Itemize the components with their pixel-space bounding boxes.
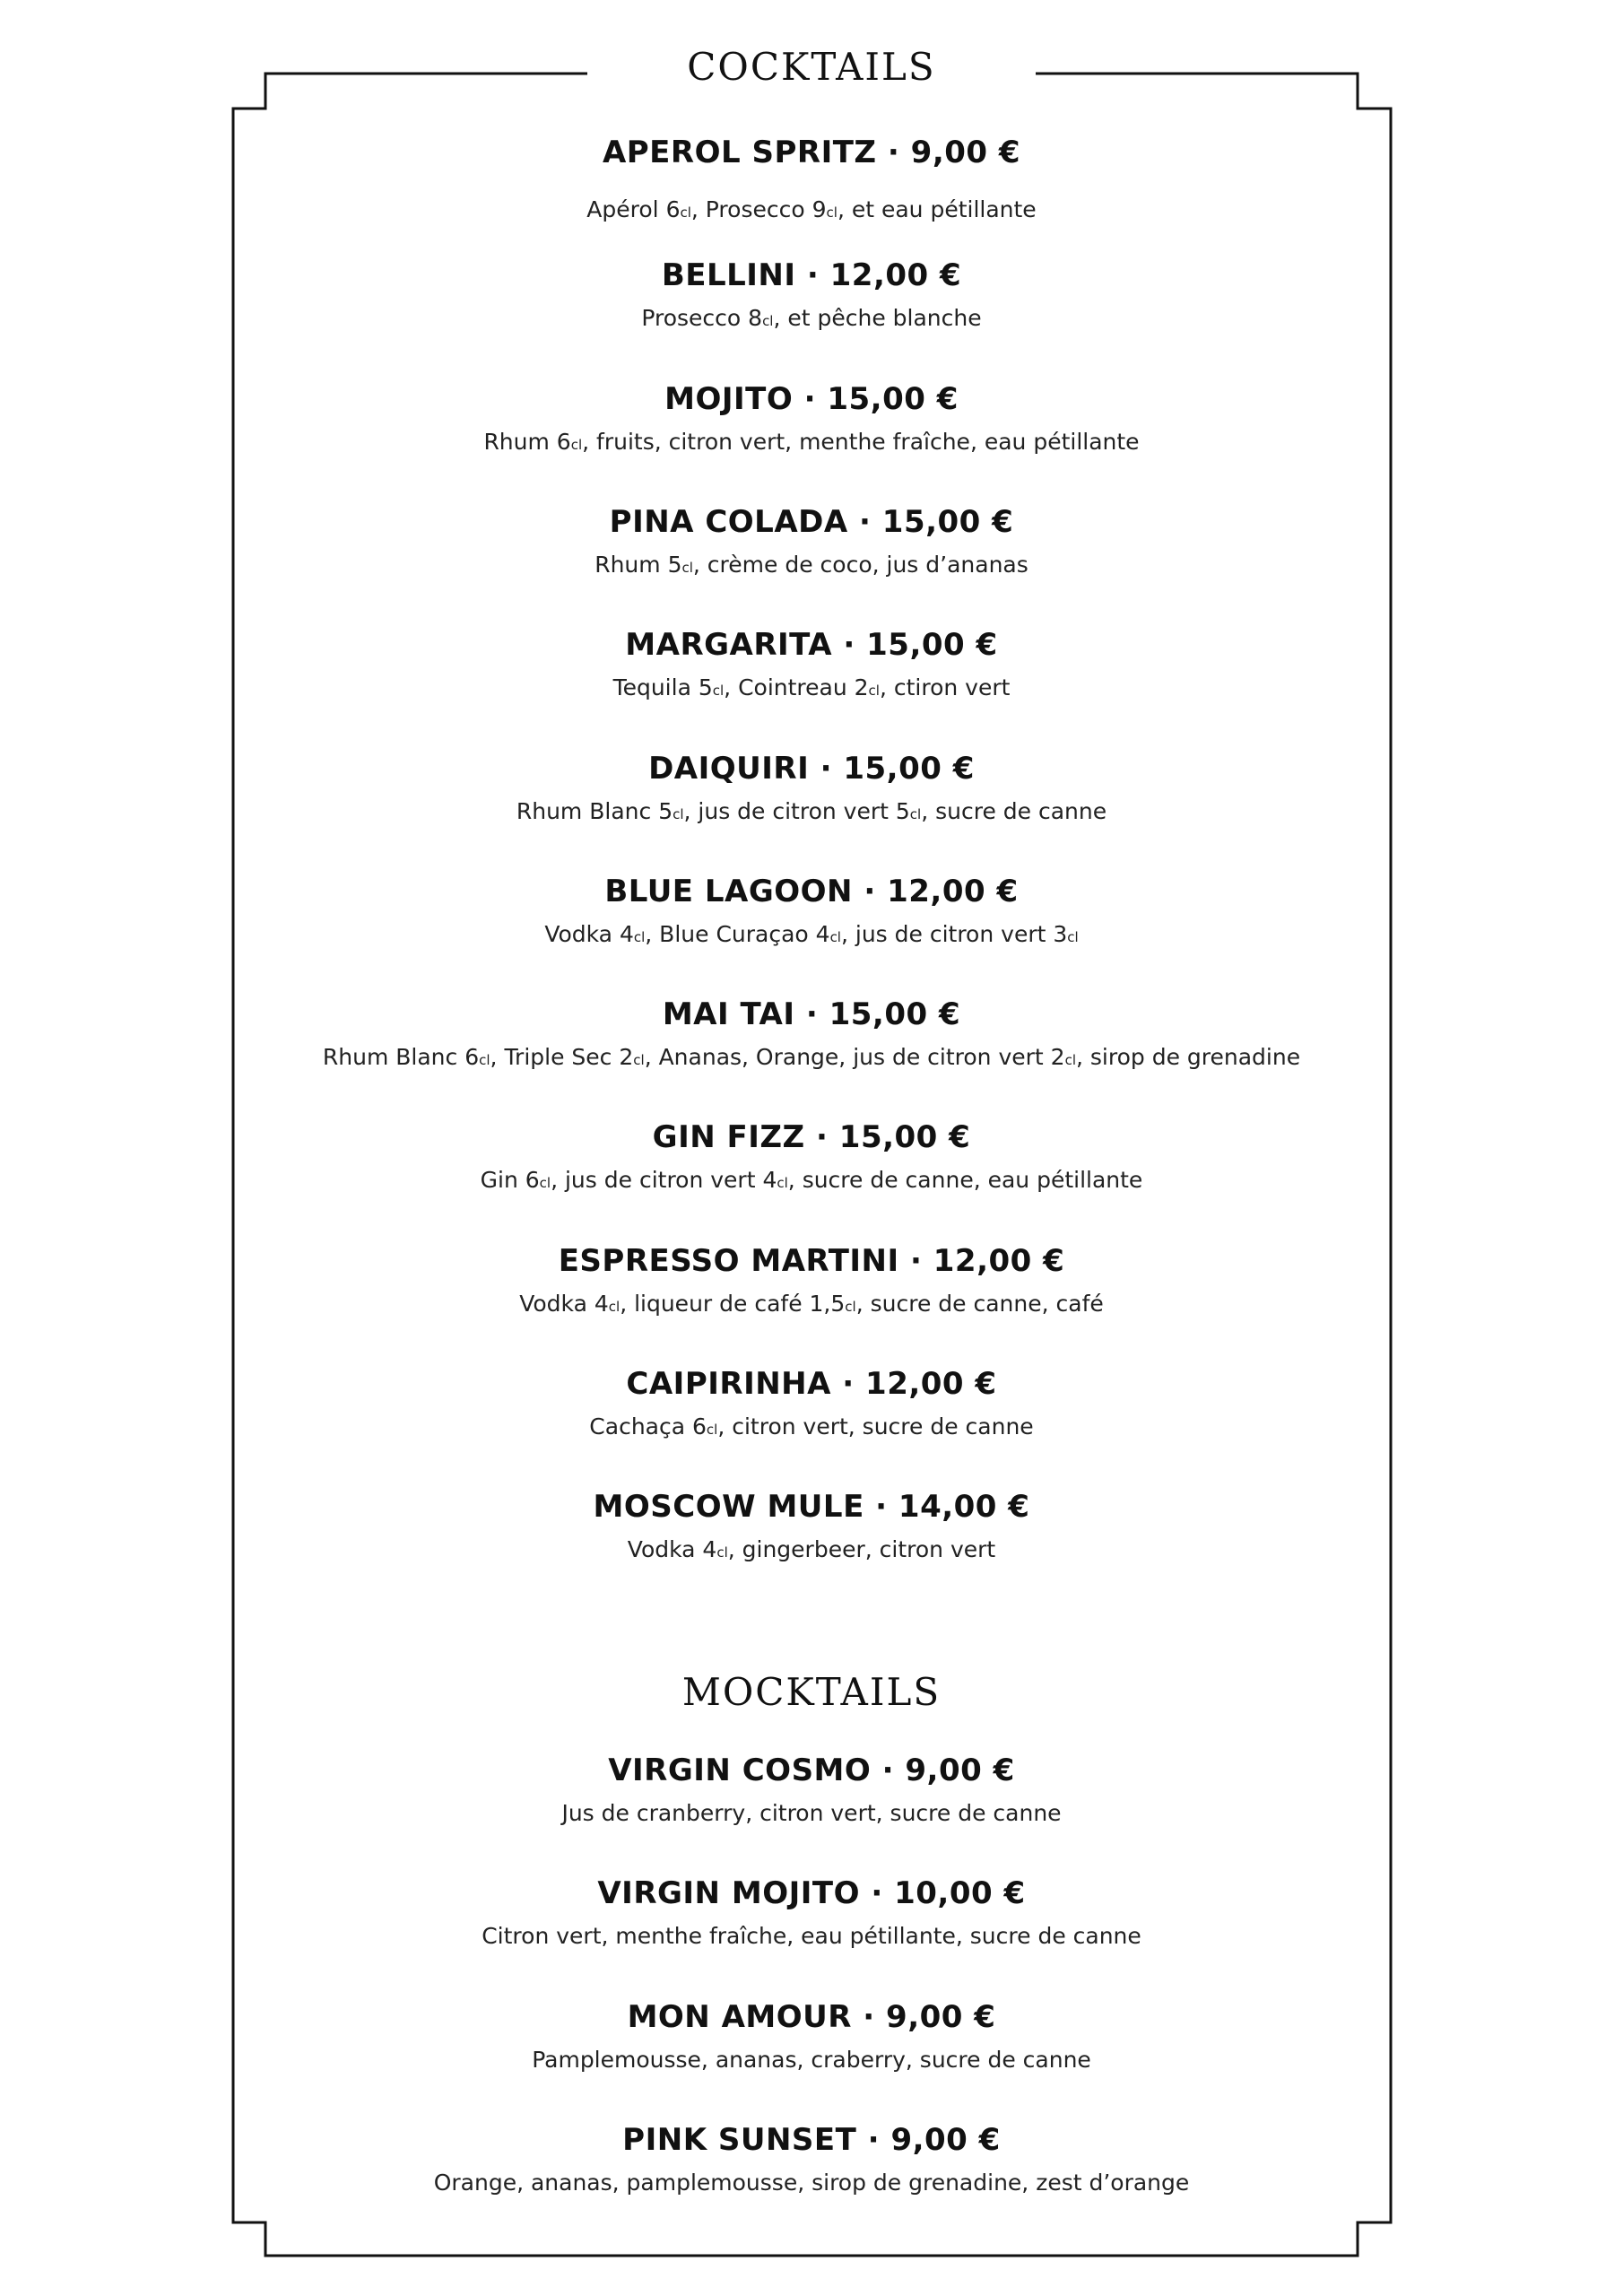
unit-cl: cl <box>706 1422 718 1438</box>
unit-cl: cl <box>673 805 684 822</box>
menu-item-price: 15,00 € <box>843 750 975 787</box>
menu-item-title <box>0 996 1623 1032</box>
menu-item-separator: · <box>847 503 882 540</box>
description-text: Rhum Blanc 5 <box>516 797 673 824</box>
menu-item-name: VIRGIN COSMO <box>608 1752 872 1788</box>
menu-item-description <box>0 2169 1623 2197</box>
description-text: Tequila 5 <box>612 674 713 701</box>
unit-cl: cl <box>909 805 922 822</box>
description-text: Vodka 4 <box>627 1536 717 1563</box>
description-text: , sucre de canne, café <box>855 1290 1104 1317</box>
unit-cl: cl <box>539 1175 551 1192</box>
description-text: Orange, ananas, pamplemousse, sirop de grenadine, zest d’orange <box>433 2169 1190 2196</box>
menu-item-title <box>0 1366 1623 1402</box>
description-text: , jus de citron vert 3 <box>840 920 1068 947</box>
menu-item-price: 9,00 € <box>890 2121 1001 2158</box>
menu-item-price: 9,00 € <box>905 1752 1015 1788</box>
menu-item-separator: · <box>809 750 844 787</box>
menu-item-name: DAIQUIRI <box>648 750 810 787</box>
menu-item <box>0 257 1623 335</box>
menu-item-description <box>0 1166 1623 1197</box>
menu-item-title <box>0 257 1623 293</box>
menu-item-price: 14,00 € <box>898 1489 1030 1526</box>
menu-item-name: VIRGIN MOJITO <box>597 1875 860 1912</box>
menu-item-separator: · <box>856 2121 891 2158</box>
description-text: Apérol 6 <box>586 196 681 222</box>
menu-item-description <box>0 1535 1623 1567</box>
menu-item-separator: · <box>898 1242 933 1279</box>
description-text: Rhum 6 <box>483 428 571 455</box>
menu-item-title <box>0 1999 1623 2035</box>
description-text: , crème de coco, jus d’ananas <box>692 551 1028 578</box>
menu-item <box>0 381 1623 459</box>
unit-cl: cl <box>479 1052 490 1069</box>
menu-item-description <box>0 196 1623 227</box>
menu-item-title <box>0 1875 1623 1911</box>
menu-item-description <box>0 1290 1623 1321</box>
unit-cl: cl <box>1067 928 1079 945</box>
menu-item-separator: · <box>804 1119 839 1156</box>
menu-item-separator: · <box>864 1489 898 1526</box>
menu-item-description <box>0 428 1623 459</box>
description-text: , fruits, citron vert, menthe fraîche, eau pétillante <box>582 428 1140 455</box>
unit-cl: cl <box>633 1052 645 1069</box>
menu-item-name: MAI TAI <box>662 996 795 1033</box>
description-text: Vodka 4 <box>544 920 634 947</box>
description-text: , citron vert, sucre de canne <box>717 1413 1034 1439</box>
menu-item <box>0 1489 1623 1567</box>
menu-item-description <box>0 304 1623 335</box>
menu-item-title <box>0 1489 1623 1525</box>
menu-item-name: PINK SUNSET <box>622 2121 857 2158</box>
menu-item-title <box>0 751 1623 787</box>
menu-item-price: 9,00 € <box>910 135 1021 170</box>
unit-cl: cl <box>570 436 583 453</box>
unit-cl: cl <box>1064 1052 1076 1069</box>
menu-item-price: 12,00 € <box>865 1366 997 1402</box>
description-text: , Cointreau 2 <box>724 674 869 701</box>
menu-item-name: BELLINI <box>661 257 796 294</box>
menu-item-name: APEROL SPRITZ <box>602 135 877 170</box>
menu-item <box>0 627 1623 705</box>
menu-item-price: 15,00 € <box>829 996 961 1033</box>
menu-item-title <box>0 2122 1623 2158</box>
unit-cl: cl <box>829 928 841 945</box>
description-text: , sucre de canne, eau pétillante <box>787 1167 1143 1194</box>
unit-cl: cl <box>633 928 646 945</box>
unit-cl: cl <box>712 683 725 700</box>
unit-cl: cl <box>681 559 693 576</box>
menu-item-name: MON AMOUR <box>627 1998 852 2035</box>
menu-item-title <box>0 1752 1623 1788</box>
menu-item <box>0 2122 1623 2197</box>
menu-item-name: GIN FIZZ <box>652 1119 805 1156</box>
menu-item <box>0 1999 1623 2074</box>
description-text: , et pêche blanche <box>773 305 982 332</box>
description-text: Citron vert, menthe fraîche, eau pétillante, sucre de canne <box>482 1923 1141 1950</box>
menu-item-separator: · <box>795 257 830 294</box>
description-text: Jus de cranberry, citron vert, sucre de canne <box>561 1800 1062 1826</box>
menu-item-price: 12,00 € <box>829 257 962 294</box>
description-text: , Prosecco 9 <box>690 196 827 222</box>
menu-item-title <box>0 627 1623 663</box>
menu-item-name: BLUE LAGOON <box>604 873 854 909</box>
menu-item-price: 12,00 € <box>887 873 1019 909</box>
menu-item-description <box>0 797 1623 829</box>
cocktails-title: COCKTAILS <box>687 45 936 89</box>
menu-item-separator: · <box>860 1875 895 1912</box>
menu-item-price: 12,00 € <box>933 1242 1065 1279</box>
menu-item <box>0 1119 1623 1197</box>
menu-item-price: 15,00 € <box>838 1119 971 1156</box>
menu-item-price: 15,00 € <box>881 503 1014 540</box>
menu-item-separator: · <box>851 1998 887 2035</box>
description-text: Cachaça 6 <box>589 1413 707 1439</box>
menu-item-title <box>0 135 1623 170</box>
description-text: , Blue Curaçao 4 <box>645 920 830 947</box>
description-text: , ctiron vert <box>879 674 1011 701</box>
unit-cl: cl <box>777 1175 788 1192</box>
unit-cl: cl <box>716 1544 728 1561</box>
mocktails-title: MOCKTAILS <box>681 1670 942 1714</box>
unit-cl: cl <box>680 204 691 221</box>
menu-item-name: MOJITO <box>664 380 794 417</box>
menu-item-name: CAIPIRINHA <box>626 1366 831 1402</box>
menu-item <box>0 1752 1623 1828</box>
menu-item-description <box>0 1922 1623 1951</box>
menu-item-separator: · <box>832 627 867 664</box>
menu-item <box>0 504 1623 582</box>
menu-item <box>0 996 1623 1074</box>
description-text: , gingerbeer, citron vert <box>727 1536 996 1563</box>
menu-item <box>0 135 1623 227</box>
menu-item-description <box>0 551 1623 582</box>
menu-item-title <box>0 1119 1623 1155</box>
menu-item-separator: · <box>794 996 829 1033</box>
menu-item-description <box>0 1799 1623 1828</box>
menu-item-name: PINA COLADA <box>609 503 848 540</box>
menu-item <box>0 751 1623 829</box>
menu-item <box>0 874 1623 952</box>
menu-item-description <box>0 920 1623 952</box>
description-text: , liqueur de café 1,5 <box>620 1290 846 1317</box>
description-text: Vodka 4 <box>519 1290 609 1317</box>
menu-item-title <box>0 874 1623 909</box>
menu-item-price: 9,00 € <box>886 1998 996 2035</box>
description-text: Gin 6 <box>480 1167 540 1194</box>
description-text: , sucre de canne <box>921 797 1107 824</box>
description-text: Prosecco 8 <box>641 305 763 332</box>
menu-item-separator: · <box>793 380 828 417</box>
menu-item-separator: · <box>876 135 911 170</box>
description-text: , et eau pétillante <box>837 196 1037 222</box>
description-text: Rhum Blanc 6 <box>322 1044 480 1071</box>
description-text: Pamplemousse, ananas, craberry, sucre de canne <box>532 2046 1091 2073</box>
menu-item-separator: · <box>830 1366 866 1402</box>
menu-item-separator: · <box>853 873 888 909</box>
menu-item-description <box>0 2046 1623 2074</box>
menu-item-price: 15,00 € <box>827 380 959 417</box>
menu-item-name: MOSCOW MULE <box>593 1489 864 1526</box>
unit-cl: cl <box>845 1298 856 1315</box>
description-text: , sirop de grenadine <box>1076 1044 1301 1071</box>
description-text: , jus de citron vert 4 <box>551 1167 777 1194</box>
unit-cl: cl <box>762 313 774 330</box>
menu-item-description <box>0 1413 1623 1444</box>
unit-cl: cl <box>608 1298 621 1315</box>
description-text: , Triple Sec 2 <box>490 1044 634 1071</box>
menu-item-separator: · <box>871 1752 906 1788</box>
description-text: Rhum 5 <box>595 551 682 578</box>
menu-item-title <box>0 1243 1623 1279</box>
menu-item <box>0 1366 1623 1444</box>
menu-item <box>0 1875 1623 1951</box>
menu-item-title <box>0 381 1623 417</box>
menu-item-name: ESPRESSO MARTINI <box>558 1242 899 1279</box>
menu-item-description <box>0 674 1623 705</box>
menu-item-price: 15,00 € <box>866 627 998 664</box>
description-text: , jus de citron vert 5 <box>683 797 910 824</box>
menu-item-title <box>0 504 1623 540</box>
unit-cl: cl <box>826 204 838 221</box>
unit-cl: cl <box>868 683 880 700</box>
description-text: , Ananas, Orange, jus de citron vert 2 <box>644 1044 1065 1071</box>
menu-item-name: MARGARITA <box>625 627 833 664</box>
menu-item <box>0 1243 1623 1321</box>
menu-item-description <box>0 1043 1623 1074</box>
menu-item-price: 10,00 € <box>894 1875 1026 1912</box>
